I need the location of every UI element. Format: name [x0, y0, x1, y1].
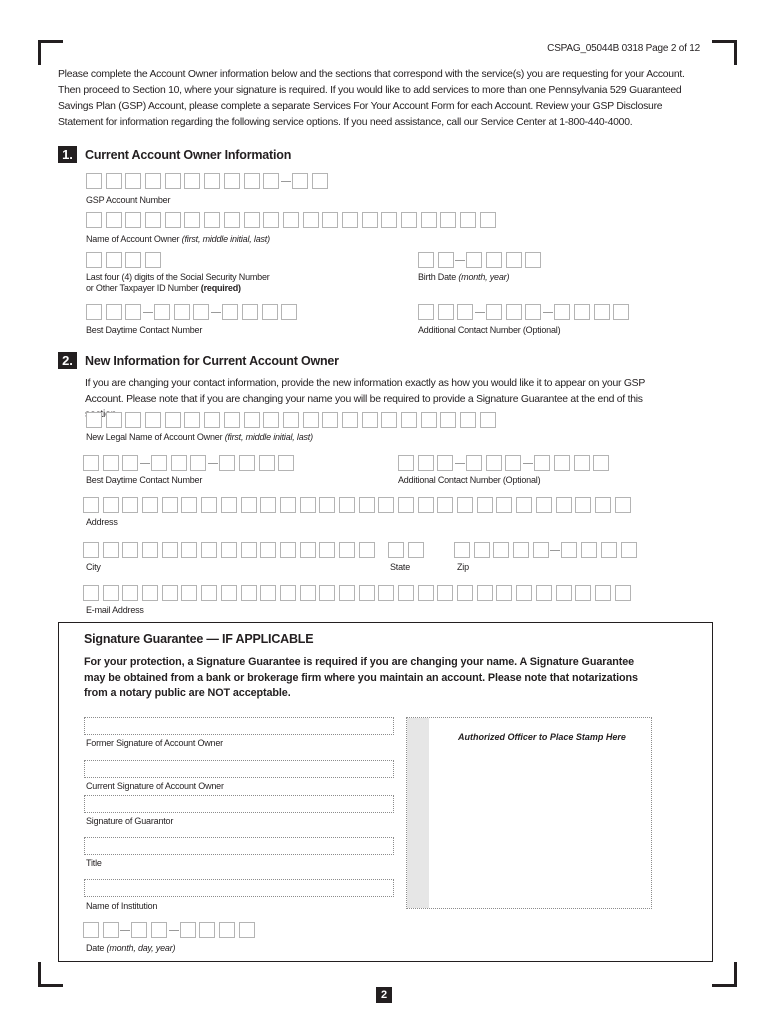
character-box[interactable]: [418, 455, 434, 471]
character-box[interactable]: [260, 542, 276, 558]
crop-mark-bottom-left: [38, 962, 63, 987]
character-box[interactable]: [199, 922, 215, 938]
character-box[interactable]: [86, 173, 102, 189]
character-box[interactable]: [516, 497, 532, 513]
character-box[interactable]: [437, 585, 453, 601]
character-box[interactable]: [221, 497, 237, 513]
character-box[interactable]: [506, 252, 522, 268]
zip-label: Zip: [457, 562, 469, 572]
character-box[interactable]: [224, 412, 240, 428]
character-box[interactable]: [621, 542, 637, 558]
character-box[interactable]: [103, 497, 119, 513]
separator-dash: [475, 312, 485, 313]
character-box[interactable]: [418, 252, 434, 268]
character-box[interactable]: [556, 585, 572, 601]
signature-guarantee-intro: For your protection, a Signature Guarantee is required if you are changing your name. A Signature Guarantee may be obtained from a bank or brokerage firm where you maintain an account. Please note that notarizations from a notary public are NOT acceptable.: [84, 656, 638, 699]
character-box[interactable]: [466, 455, 482, 471]
separator-dash: [140, 463, 150, 464]
character-box[interactable]: [193, 304, 209, 320]
character-box[interactable]: [457, 497, 473, 513]
gsp-account-number-label: GSP Account Number: [86, 195, 171, 205]
character-box[interactable]: [142, 542, 158, 558]
character-box[interactable]: [142, 585, 158, 601]
intro-paragraph: Please complete the Account Owner information below and the sections that correspond with the service(s) you are requesting for your Account. Then proceed to Section 10, where your signature is required. If you would like to add services to more than one Pennsylvania 529 Guaranteed Savings Plan (GSP) Account, please complete a separate Services For Your Account Form for each Account. Review your GSP Disclosure Statement for information regarding the following service options. If you need assistance, call our Service Center at 1-800-440-4000.: [58, 69, 685, 128]
character-box[interactable]: [595, 585, 611, 601]
character-box[interactable]: [574, 304, 590, 320]
character-box[interactable]: [466, 252, 482, 268]
city-input[interactable]: [83, 541, 378, 559]
character-box[interactable]: [593, 455, 609, 471]
character-box[interactable]: [457, 585, 473, 601]
character-box[interactable]: [184, 173, 200, 189]
character-box[interactable]: [244, 412, 260, 428]
character-box[interactable]: [239, 922, 255, 938]
ssn-last-four-input[interactable]: [86, 251, 165, 269]
new-additional-phone-label: Additional Contact Number (Optional): [398, 475, 541, 485]
character-box[interactable]: [381, 412, 397, 428]
character-box[interactable]: [398, 455, 414, 471]
section-2-number: 2.: [58, 352, 77, 369]
character-box[interactable]: [281, 304, 297, 320]
character-box[interactable]: [125, 212, 141, 228]
separator-dash: [550, 550, 560, 551]
stamp-area-label: Authorized Officer to Place Stamp Here: [458, 732, 626, 742]
section-1-title: Current Account Owner Information: [85, 148, 292, 162]
character-box[interactable]: [103, 542, 119, 558]
character-box[interactable]: [398, 585, 414, 601]
character-box[interactable]: [615, 585, 631, 601]
guarantor-signature-label: Signature of Guarantor: [86, 816, 174, 826]
character-box[interactable]: [219, 922, 235, 938]
guarantor-signature-field[interactable]: [84, 795, 394, 813]
character-box[interactable]: [122, 497, 138, 513]
character-box[interactable]: [181, 585, 197, 601]
character-box[interactable]: [506, 304, 522, 320]
character-box[interactable]: [438, 304, 454, 320]
character-box[interactable]: [241, 585, 257, 601]
character-box[interactable]: [162, 542, 178, 558]
character-box[interactable]: [303, 412, 319, 428]
character-box[interactable]: [106, 252, 122, 268]
character-box[interactable]: [388, 542, 404, 558]
crop-mark-top-left: [38, 40, 63, 65]
character-box[interactable]: [244, 173, 260, 189]
character-box[interactable]: [283, 212, 299, 228]
separator-dash: [523, 463, 533, 464]
character-box[interactable]: [260, 585, 276, 601]
character-box[interactable]: [241, 497, 257, 513]
character-box[interactable]: [83, 455, 99, 471]
character-box[interactable]: [106, 173, 122, 189]
new-legal-name-input[interactable]: [86, 411, 499, 429]
character-box[interactable]: [486, 252, 502, 268]
character-box[interactable]: [224, 212, 240, 228]
character-box[interactable]: [280, 542, 296, 558]
character-box[interactable]: [505, 455, 521, 471]
new-legal-name-label: New Legal Name of Account Owner (first, middle initial, last): [86, 432, 313, 442]
character-box[interactable]: [106, 304, 122, 320]
character-box[interactable]: [125, 252, 141, 268]
section-2-intro: If you are changing your contact information, provide the new information exactly as how you would like it to appear on your GSP Account. Please note that if you are changing your name you will be required to provide a Signature Guarantee at the end of this: [85, 378, 645, 405]
character-box[interactable]: [561, 542, 577, 558]
character-box[interactable]: [292, 173, 308, 189]
character-box[interactable]: [581, 542, 597, 558]
separator-dash: [281, 181, 291, 182]
character-box[interactable]: [86, 252, 102, 268]
character-box[interactable]: [122, 585, 138, 601]
crop-mark-bottom-right: [712, 962, 737, 987]
character-box[interactable]: [145, 252, 161, 268]
character-box[interactable]: [103, 585, 119, 601]
character-box[interactable]: [201, 497, 217, 513]
character-box[interactable]: [440, 212, 456, 228]
former-signature-field[interactable]: [84, 717, 394, 735]
character-box[interactable]: [300, 497, 316, 513]
separator-dash: [455, 260, 465, 261]
separator-dash: [120, 930, 130, 931]
character-box[interactable]: [174, 304, 190, 320]
character-box[interactable]: [359, 585, 375, 601]
character-box[interactable]: [154, 304, 170, 320]
character-box[interactable]: [513, 542, 529, 558]
character-box[interactable]: [554, 304, 570, 320]
character-box[interactable]: [162, 585, 178, 601]
character-box[interactable]: [460, 212, 476, 228]
character-box[interactable]: [536, 497, 552, 513]
section-2-title: New Information for Current Account Owner: [85, 354, 339, 368]
document-id: CSPAG_05044B 0318 Page 2 of 12: [547, 43, 700, 54]
character-box[interactable]: [280, 585, 296, 601]
character-box[interactable]: [398, 497, 414, 513]
state-label: State: [390, 562, 411, 572]
character-box[interactable]: [201, 585, 217, 601]
title-label: Title: [86, 858, 102, 868]
character-box[interactable]: [575, 497, 591, 513]
character-box[interactable]: [536, 585, 552, 601]
character-box[interactable]: [525, 304, 541, 320]
character-box[interactable]: [260, 497, 276, 513]
character-box[interactable]: [131, 922, 147, 938]
state-input[interactable]: [388, 541, 427, 559]
character-box[interactable]: [322, 412, 338, 428]
character-box[interactable]: [486, 304, 502, 320]
crop-mark-top-right: [712, 40, 737, 65]
address-label: Address: [86, 517, 118, 527]
character-box[interactable]: [418, 497, 434, 513]
character-box[interactable]: [574, 455, 590, 471]
separator-dash: [543, 312, 553, 313]
birth-date-label: Birth Date (month, year): [418, 272, 510, 282]
character-box[interactable]: [278, 455, 294, 471]
character-box[interactable]: [184, 212, 200, 228]
character-box[interactable]: [319, 542, 335, 558]
character-box[interactable]: [615, 497, 631, 513]
character-box[interactable]: [418, 585, 434, 601]
character-box[interactable]: [162, 497, 178, 513]
character-box[interactable]: [239, 455, 255, 471]
character-box[interactable]: [401, 412, 417, 428]
character-box[interactable]: [145, 212, 161, 228]
birth-date-input[interactable]: [418, 251, 545, 269]
character-box[interactable]: [86, 304, 102, 320]
character-box[interactable]: [516, 585, 532, 601]
zip-input[interactable]: [454, 541, 640, 559]
character-box[interactable]: [151, 922, 167, 938]
new-daytime-phone-label: Best Daytime Contact Number: [86, 475, 203, 485]
institution-label: Name of Institution: [86, 901, 158, 911]
character-box[interactable]: [454, 542, 470, 558]
character-box[interactable]: [83, 542, 99, 558]
character-box[interactable]: [339, 585, 355, 601]
character-box[interactable]: [339, 542, 355, 558]
section-1-number: 1.: [58, 146, 77, 163]
character-box[interactable]: [300, 585, 316, 601]
title-field[interactable]: [84, 837, 394, 855]
character-box[interactable]: [83, 922, 99, 938]
character-box[interactable]: [595, 497, 611, 513]
character-box[interactable]: [342, 212, 358, 228]
character-box[interactable]: [381, 212, 397, 228]
character-box[interactable]: [437, 455, 453, 471]
character-box[interactable]: [103, 455, 119, 471]
character-box[interactable]: [496, 497, 512, 513]
character-box[interactable]: [460, 412, 476, 428]
account-owner-name-label: Name of Account Owner (first, middle initial, last): [86, 234, 270, 244]
character-box[interactable]: [418, 304, 434, 320]
character-box[interactable]: [556, 497, 572, 513]
character-box[interactable]: [86, 412, 102, 428]
character-box[interactable]: [480, 412, 496, 428]
signature-date-input[interactable]: [83, 921, 259, 939]
character-box[interactable]: [106, 212, 122, 228]
character-box[interactable]: [474, 542, 490, 558]
character-box[interactable]: [283, 412, 299, 428]
character-box[interactable]: [480, 212, 496, 228]
character-box[interactable]: [342, 412, 358, 428]
page-number: 2: [376, 987, 392, 1003]
character-box[interactable]: [190, 455, 206, 471]
character-box[interactable]: [359, 542, 375, 558]
character-box[interactable]: [86, 212, 102, 228]
character-box[interactable]: [303, 212, 319, 228]
stamp-area-shade: [407, 718, 429, 908]
character-box[interactable]: [263, 173, 279, 189]
character-box[interactable]: [171, 455, 187, 471]
character-box[interactable]: [613, 304, 629, 320]
address-input[interactable]: [83, 496, 634, 514]
character-box[interactable]: [575, 585, 591, 601]
additional-phone-label: Additional Contact Number (Optional): [418, 325, 561, 335]
character-box[interactable]: [437, 497, 453, 513]
institution-field[interactable]: [84, 879, 394, 897]
character-box[interactable]: [204, 173, 220, 189]
separator-dash: [211, 312, 221, 313]
character-box[interactable]: [224, 173, 240, 189]
current-signature-field[interactable]: [84, 760, 394, 778]
character-box[interactable]: [477, 585, 493, 601]
character-box[interactable]: [204, 212, 220, 228]
character-box[interactable]: [477, 497, 493, 513]
character-box[interactable]: [145, 173, 161, 189]
separator-dash: [208, 463, 218, 464]
character-box[interactable]: [263, 412, 279, 428]
character-box[interactable]: [244, 212, 260, 228]
character-box[interactable]: [221, 585, 237, 601]
email-label: E-mail Address: [86, 605, 144, 615]
character-box[interactable]: [601, 542, 617, 558]
character-box[interactable]: [486, 455, 502, 471]
character-box[interactable]: [201, 542, 217, 558]
former-signature-label: Former Signature of Account Owner: [86, 738, 223, 748]
character-box[interactable]: [181, 497, 197, 513]
character-box[interactable]: [103, 922, 119, 938]
character-box[interactable]: [181, 542, 197, 558]
new-additional-phone-input[interactable]: [398, 454, 613, 472]
character-box[interactable]: [83, 497, 99, 513]
character-box[interactable]: [496, 585, 512, 601]
daytime-phone-label: Best Daytime Contact Number: [86, 325, 203, 335]
character-box[interactable]: [457, 304, 473, 320]
character-box[interactable]: [221, 542, 237, 558]
character-box[interactable]: [241, 542, 257, 558]
character-box[interactable]: [319, 497, 335, 513]
character-box[interactable]: [362, 212, 378, 228]
character-box[interactable]: [408, 542, 424, 558]
email-input[interactable]: [83, 584, 634, 602]
separator-dash: [169, 930, 179, 931]
character-box[interactable]: [378, 497, 394, 513]
character-box[interactable]: [180, 922, 196, 938]
character-box[interactable]: [259, 455, 275, 471]
character-box[interactable]: [421, 412, 437, 428]
character-box[interactable]: [184, 412, 200, 428]
gsp-account-number-input[interactable]: [86, 172, 331, 190]
character-box[interactable]: [262, 304, 278, 320]
current-signature-label: Current Signature of Account Owner: [86, 781, 224, 791]
new-daytime-phone-input[interactable]: [83, 454, 298, 472]
character-box[interactable]: [594, 304, 610, 320]
character-box[interactable]: [359, 497, 375, 513]
character-box[interactable]: [242, 304, 258, 320]
character-box[interactable]: [145, 412, 161, 428]
character-box[interactable]: [125, 304, 141, 320]
account-owner-name-input[interactable]: [86, 211, 499, 229]
character-box[interactable]: [165, 212, 181, 228]
character-box[interactable]: [142, 497, 158, 513]
character-box[interactable]: [322, 212, 338, 228]
character-box[interactable]: [122, 542, 138, 558]
signature-date-label: Date (month, day, year): [86, 943, 176, 953]
stamp-area[interactable]: [406, 717, 652, 909]
separator-dash: [455, 463, 465, 464]
character-box[interactable]: [300, 542, 316, 558]
character-box[interactable]: [554, 455, 570, 471]
separator-dash: [143, 312, 153, 313]
character-box[interactable]: [534, 455, 550, 471]
character-box[interactable]: [151, 455, 167, 471]
character-box[interactable]: [319, 585, 335, 601]
ssn-label: Last four (4) digits of the Social Security Number or Other Taxpayer ID Number (required): [86, 272, 270, 293]
character-box[interactable]: [312, 173, 328, 189]
character-box[interactable]: [165, 412, 181, 428]
character-box[interactable]: [362, 412, 378, 428]
daytime-phone-input[interactable]: [86, 303, 301, 321]
signature-guarantee-title: Signature Guarantee — IF APPLICABLE: [84, 632, 314, 646]
character-box[interactable]: [125, 412, 141, 428]
character-box[interactable]: [421, 212, 437, 228]
character-box[interactable]: [533, 542, 549, 558]
character-box[interactable]: [263, 212, 279, 228]
character-box[interactable]: [106, 412, 122, 428]
character-box[interactable]: [401, 212, 417, 228]
character-box[interactable]: [438, 252, 454, 268]
character-box[interactable]: [222, 304, 238, 320]
city-label: City: [86, 562, 101, 572]
character-box[interactable]: [204, 412, 220, 428]
character-box[interactable]: [378, 585, 394, 601]
character-box[interactable]: [125, 173, 141, 189]
additional-phone-input[interactable]: [418, 303, 633, 321]
character-box[interactable]: [339, 497, 355, 513]
character-box[interactable]: [219, 455, 235, 471]
character-box[interactable]: [440, 412, 456, 428]
character-box[interactable]: [280, 497, 296, 513]
character-box[interactable]: [122, 455, 138, 471]
character-box[interactable]: [493, 542, 509, 558]
character-box[interactable]: [83, 585, 99, 601]
character-box[interactable]: [525, 252, 541, 268]
character-box[interactable]: [165, 173, 181, 189]
